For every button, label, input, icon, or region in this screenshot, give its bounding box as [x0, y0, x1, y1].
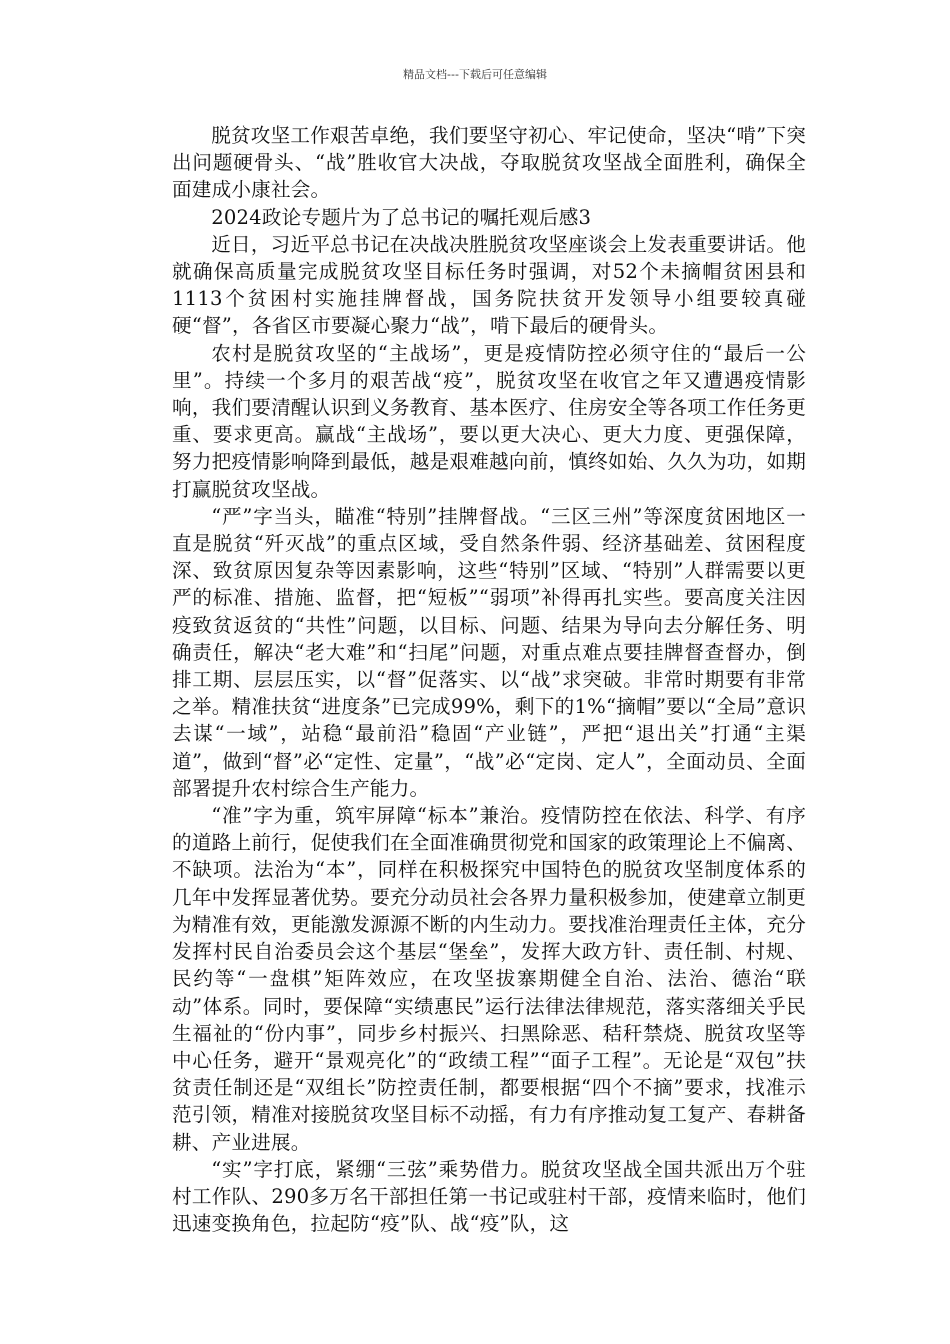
document-body: [172, 122, 806, 1237]
paragraph-main-battlefield: 农村是脱贫攻坚的“主战场”，更是疫情防控必须守住的“最后一公里”。持续一个多月的艰苦战“疫”，脱贫攻坚在收官之年又遭遇疫情影响，我们要清醒认识到义务教育、基本医疗、住房安全等各项工作任务更重、要求更高。赢战“主战场”，要以更大决心、更大力度、更强保障，努力把疫情影响降到最低，越是艰难越向前，慎终如始、久久为功，如期打赢脱贫攻坚战。: [172, 341, 806, 501]
section-title: 2024政论专题片为了总书记的嘱托观后感3: [211, 205, 592, 229]
paragraph-speech: 近日，习近平总书记在决战决胜脱贫攻坚座谈会上发表重要讲话。他就确保高质量完成脱贫攻坚目标任务时强调，对52个未摘帽贫困县和1113个贫困村实施挂牌督战，国务院扶贫开发领导小组要较真碰硬“督”，各省区市要凝心聚力“战”，啃下最后的硬骨头。: [172, 232, 806, 338]
paragraph-solid: “实”字打底，紧绷“三弦”乘势借力。脱贫攻坚战全国共派出万个驻村工作队、290多万名干部担任第一书记或驻村干部，疫情来临时，他们迅速变换角色，拉起防“疫”队、战“疫”队，这: [172, 1157, 806, 1236]
page-header: 精品文档---下载后可任意编辑: [403, 68, 547, 81]
paragraph-intro: 脱贫攻坚工作艰苦卓绝，我们要坚守初心、牢记使命，坚决“啃”下突出问题硬骨头、“战”胜收官大决战，夺取脱贫攻坚战全面胜利，确保全面建成小康社会。: [172, 124, 806, 202]
paragraph-strict: “严”字当头，瞄准“特别”挂牌督战。“三区三州”等深度贫困地区一直是脱贫“歼灭战”的重点区域，受自然条件弱、经济基础差、贫困程度深、致贫原因复杂等因素影响，这些“特别”区域、“特别”人群需要以更严的标准、措施、监督，把“短板”“弱项”补得再扎实些。要高度关注因疫致贫返贫的“共性”问题，以目标、问题、结果为导向去分解任务、明确责任，解决“老大难”和“扫尾”问题，对重点难点要挂牌督查督办，倒排工期、层层压实，以“督”促落实、以“战”求突破。非常时期要有非常之举。精准扶贫“进度条”已完成99%，剩下的1%“摘帽”要以“全局”意识去谋“一域”，站稳“最前沿”稳固“产业链”，严把“退出关”打通“主渠道”，做到“督”必“定性、定量”，“战”必“定岗、定人”，全面动员、全面部署提升农村综合生产能力。: [172, 504, 806, 800]
paragraph-precise: “准”字为重，筑牢屏障“标本”兼治。疫情防控在依法、科学、有序的道路上前行，促使我们在全面准确贯彻党和国家的政策理论上不偏离、不缺项。法治为“本”，同样在积极探究中国特色的脱贫攻坚制度体系的几年中发挥显著优势。要充分动员社会各界力量积极参加，使建章立制更为精准有效，更能激发源源不断的内生动力。要找准治理责任主体，充分发挥村民自治委员会这个基层“堡垒”，发挥大政方针、责任制、村规、民约等“一盘棋”矩阵效应，在攻坚拔寨期健全自治、法治、德治“联动”体系。同时，要保障“实绩惠民”运行法律法律规范，落实落细关乎民生福祉的“份内事”，同步乡村振兴、扫黑除恶、秸秆禁烧、脱贫攻坚等中心任务，避开“景观亮化”的“政绩工程”“面子工程”。无论是“双包”扶贫责任制还是“双组长”防控责任制，都要根据“四个不摘”要求，找准示范引领，精准对接脱贫攻坚目标不动摇，有力有序推动复工复产、春耕备耕、产业进展。: [172, 804, 806, 1154]
